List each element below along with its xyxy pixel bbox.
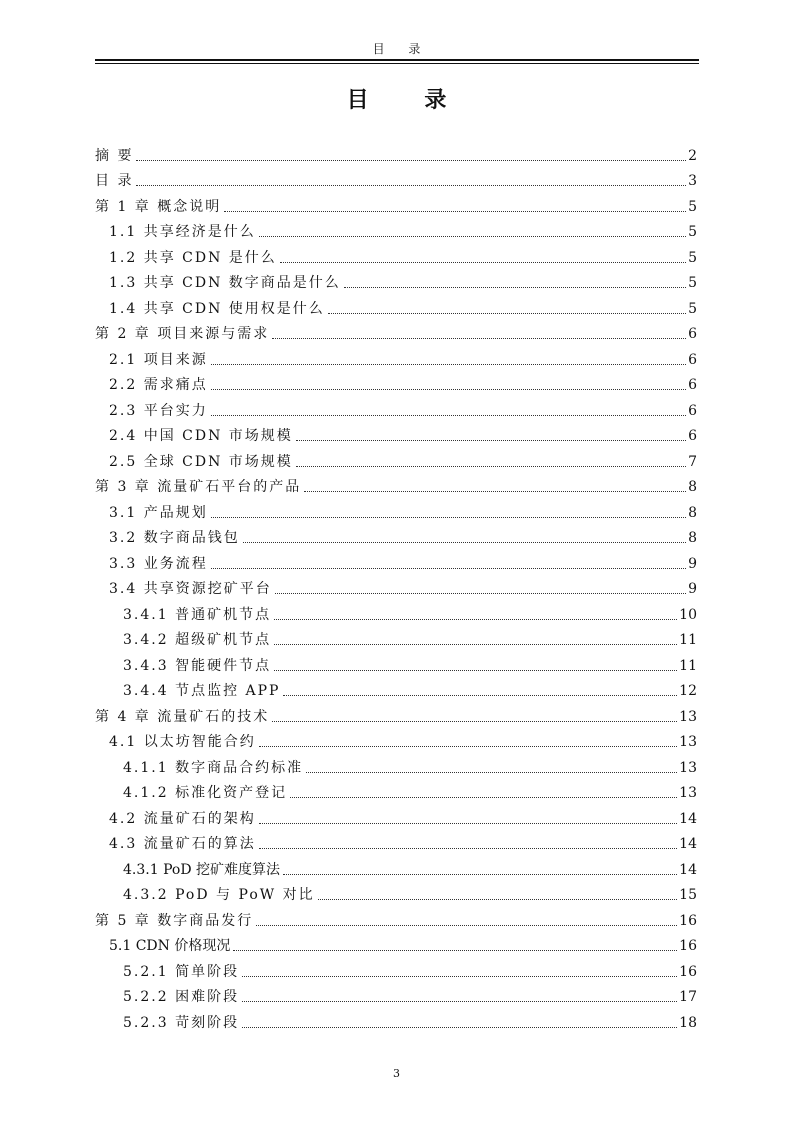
dot-leader — [242, 1000, 677, 1002]
toc-entry-page: 9 — [688, 555, 697, 572]
toc-entry-title: 3.2 数字商品钱包 — [109, 530, 240, 546]
dot-leader — [274, 643, 677, 645]
toc-entry[interactable] — [95, 165, 697, 191]
dot-leader — [233, 949, 677, 951]
toc-entry-title: 1.1 共享经济是什么 — [109, 224, 256, 240]
header-rule-thin — [95, 63, 699, 64]
toc-entry-title: 4.1.1 数字商品合约标准 — [123, 759, 304, 776]
toc-entry-page: 9 — [688, 581, 697, 597]
toc-entry[interactable] — [95, 955, 697, 981]
toc-entry[interactable] — [95, 828, 697, 854]
toc-entry-title: 1.3 共享 CDN 数字商品是什么 — [109, 275, 341, 291]
toc-entry-page: 7 — [688, 453, 697, 470]
dot-leader — [283, 873, 677, 875]
dot-leader — [283, 694, 677, 696]
toc-entry-page: 13 — [679, 785, 697, 801]
dot-leader — [136, 159, 686, 161]
toc-entry-page: 15 — [679, 887, 697, 903]
running-header: 目 录 — [372, 42, 431, 56]
dot-leader — [306, 771, 677, 773]
dot-leader — [318, 898, 678, 900]
toc-entry-page: 11 — [679, 657, 697, 674]
dot-leader — [211, 363, 686, 365]
toc-entry[interactable] — [95, 292, 697, 318]
toc-entry-page: 2 — [688, 147, 697, 164]
toc-entry-page: 5 — [688, 300, 697, 317]
dot-leader — [280, 261, 686, 263]
header-rule — [95, 59, 699, 61]
toc-entry-page: 13 — [679, 759, 697, 776]
toc-entry[interactable] — [95, 369, 697, 395]
toc-entry-title: 4.2 流量矿石的架构 — [109, 810, 256, 827]
toc-entry-title: 2.2 需求痛点 — [109, 377, 208, 393]
toc-entry[interactable] — [95, 394, 697, 420]
toc-entry-title: 4.3.2 PoD 与 PoW 对比 — [123, 887, 315, 903]
toc-entry[interactable] — [95, 981, 697, 1007]
toc-entry-page: 18 — [679, 1014, 697, 1031]
toc-entry-page: 16 — [679, 963, 697, 980]
toc-entry-page: 6 — [688, 351, 697, 368]
dot-leader — [296, 465, 686, 467]
toc-entry-page: 6 — [688, 377, 697, 393]
page-number: 3 — [393, 1067, 400, 1080]
toc-entry[interactable] — [95, 343, 697, 369]
toc-entry-title: 3.4.1 普通矿机节点 — [123, 606, 272, 623]
toc-entry-title: 4.1.2 标准化资产登记 — [123, 785, 288, 801]
toc-entry-title: 2.4 中国 CDN 市场规模 — [109, 428, 293, 444]
toc-entry-title: 第 1 章 概念说明 — [95, 198, 222, 215]
toc-entry-title: 5.2.2 困难阶段 — [123, 989, 240, 1005]
toc-entry-page: 5 — [688, 249, 697, 266]
toc-entry-title: 5.2.3 苛刻阶段 — [123, 1014, 240, 1031]
toc-entry-title: 3.4.3 智能硬件节点 — [123, 657, 272, 674]
toc-entry-title: 第 2 章 项目来源与需求 — [95, 326, 270, 342]
toc-entry-page: 5 — [688, 198, 697, 215]
dot-leader — [211, 414, 686, 416]
toc-entry[interactable] — [95, 573, 697, 599]
toc-entry-title: 第 4 章 流量矿石的技术 — [95, 708, 270, 725]
toc-entry-title: 2.1 项目来源 — [109, 351, 208, 368]
dot-leader — [259, 847, 677, 849]
toc-entry-title: 2.5 全球 CDN 市场规模 — [109, 453, 293, 470]
toc-entry[interactable] — [95, 598, 697, 624]
toc-entry[interactable] — [95, 318, 697, 344]
dot-leader — [259, 235, 686, 237]
toc-entry-page: 8 — [688, 530, 697, 546]
page-title: 目 录 — [346, 87, 471, 113]
dot-leader — [242, 1026, 677, 1028]
dot-leader — [274, 618, 677, 620]
toc-entry-title: 3.4.4 节点监控 APP — [123, 683, 281, 699]
dot-leader — [256, 924, 677, 926]
toc-entry-page: 11 — [679, 632, 697, 648]
dot-leader — [259, 822, 677, 824]
toc-entry-page: 13 — [679, 708, 697, 725]
dot-leader — [272, 337, 686, 339]
toc-entry-page: 8 — [688, 479, 697, 495]
toc-entry-title: 摘 要 — [95, 147, 134, 164]
toc-entry[interactable] — [95, 445, 697, 471]
toc-entry[interactable] — [95, 139, 697, 165]
toc-entry-page: 6 — [688, 402, 697, 419]
toc-entry-page: 14 — [679, 836, 697, 852]
toc-entry-page: 14 — [679, 810, 697, 827]
toc-entry-title: 5.1 CDN 价格现况 — [109, 938, 231, 954]
toc-entry[interactable] — [95, 930, 697, 956]
toc-entry-page: 5 — [688, 224, 697, 240]
toc-entry[interactable] — [95, 751, 697, 777]
toc-entry[interactable] — [95, 904, 697, 930]
toc-entry-page: 5 — [688, 275, 697, 291]
dot-leader — [211, 516, 686, 518]
toc-entry-title: 3.1 产品规划 — [109, 504, 208, 521]
toc-entry-title: 3.4.2 超级矿机节点 — [123, 632, 272, 648]
toc-entry[interactable] — [95, 802, 697, 828]
toc-entry-page: 12 — [679, 683, 697, 699]
toc-entry-title: 目 录 — [95, 173, 134, 189]
dot-leader — [290, 796, 677, 798]
toc-entry-page: 16 — [679, 938, 697, 954]
toc-entry-title: 2.3 平台实力 — [109, 402, 208, 419]
toc-entry[interactable] — [95, 777, 697, 803]
toc-entry-page: 6 — [688, 428, 697, 444]
toc-entry[interactable] — [95, 547, 697, 573]
toc-entry[interactable] — [95, 420, 697, 446]
dot-leader — [344, 286, 686, 288]
toc-entry-title: 第 5 章 数字商品发行 — [95, 912, 254, 929]
dot-leader — [274, 669, 677, 671]
toc-entry[interactable] — [95, 726, 697, 752]
toc-entry[interactable] — [95, 879, 697, 905]
toc-entry-page: 3 — [688, 173, 697, 189]
dot-leader — [328, 312, 686, 314]
toc-entry[interactable] — [95, 624, 697, 650]
dot-leader — [242, 975, 677, 977]
toc-entry[interactable] — [95, 190, 697, 216]
toc-entry-page: 17 — [679, 989, 697, 1005]
toc-entry-page: 13 — [679, 734, 697, 750]
toc-entry[interactable] — [95, 267, 697, 293]
toc-entry[interactable] — [95, 675, 697, 701]
dot-leader — [211, 388, 686, 390]
dot-leader — [243, 541, 686, 543]
toc-entry-page: 16 — [679, 912, 697, 929]
toc-entry[interactable] — [95, 522, 697, 548]
toc-entry[interactable] — [95, 471, 697, 497]
dot-leader — [296, 439, 686, 441]
dot-leader — [259, 745, 677, 747]
toc-entry[interactable] — [95, 1006, 697, 1032]
toc-entry-title: 4.1 以太坊智能合约 — [109, 734, 256, 750]
toc-entry-title: 5.2.1 简单阶段 — [123, 963, 240, 980]
toc-entry-title: 4.3 流量矿石的算法 — [109, 836, 256, 852]
toc-entry[interactable] — [95, 496, 697, 522]
table-of-contents — [95, 139, 697, 1032]
toc-entry-title: 第 3 章 流量矿石平台的产品 — [95, 479, 302, 495]
toc-entry-page: 8 — [688, 504, 697, 521]
toc-entry-title: 3.4 共享资源挖矿平台 — [109, 581, 272, 597]
toc-entry[interactable] — [95, 853, 697, 879]
toc-entry-title: 1.2 共享 CDN 是什么 — [109, 249, 277, 266]
toc-entry-title: 3.3 业务流程 — [109, 555, 208, 572]
toc-entry[interactable] — [95, 700, 697, 726]
dot-leader — [136, 184, 686, 186]
toc-entry-page: 10 — [679, 606, 697, 623]
toc-entry-title: 4.3.1 PoD 挖矿难度算法 — [123, 861, 281, 878]
dot-leader — [304, 490, 686, 492]
toc-entry-title: 1.4 共享 CDN 使用权是什么 — [109, 300, 325, 317]
toc-entry-page: 14 — [679, 861, 697, 878]
toc-entry-page: 6 — [688, 326, 697, 342]
dot-leader — [224, 210, 686, 212]
toc-entry[interactable] — [95, 649, 697, 675]
toc-entry[interactable] — [95, 241, 697, 267]
dot-leader — [275, 592, 686, 594]
dot-leader — [272, 720, 677, 722]
dot-leader — [211, 567, 686, 569]
toc-entry[interactable] — [95, 216, 697, 242]
